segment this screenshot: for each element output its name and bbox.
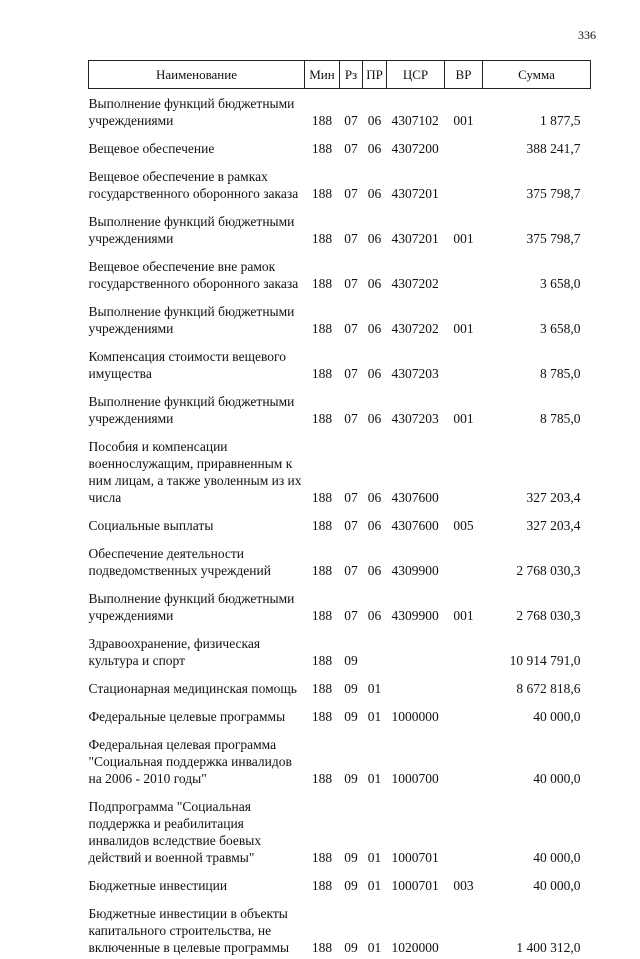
cell-rz: 07 [340, 250, 363, 295]
cell-csr: 4307201 [387, 160, 445, 205]
cell-name: Вещевое обеспечение вне рамок государственного оборонного заказа [89, 250, 305, 295]
cell-min: 188 [305, 582, 340, 627]
cell-pr: 06 [363, 385, 387, 430]
cell-vr [445, 430, 483, 509]
cell-csr: 1000701 [387, 790, 445, 869]
cell-csr: 1000000 [387, 700, 445, 728]
cell-name: Выполнение функций бюджетными учреждениями [89, 582, 305, 627]
cell-csr: 4307203 [387, 385, 445, 430]
cell-pr: 06 [363, 160, 387, 205]
column-header-min: Мин [305, 61, 340, 89]
cell-csr: 4307203 [387, 340, 445, 385]
cell-rz: 07 [340, 89, 363, 133]
cell-csr: 4309900 [387, 582, 445, 627]
table-row [89, 509, 591, 537]
cell-sum: 375 798,7 [483, 205, 591, 250]
cell-pr: 01 [363, 790, 387, 869]
cell-name: Бюджетные инвестиции в объекты капитального строительства, не включенные в целевые программы [89, 897, 305, 959]
cell-pr: 06 [363, 509, 387, 537]
cell-pr: 06 [363, 250, 387, 295]
column-header-csr: ЦСР [387, 61, 445, 89]
cell-sum: 327 203,4 [483, 509, 591, 537]
cell-sum: 327 203,4 [483, 430, 591, 509]
cell-sum: 3 658,0 [483, 295, 591, 340]
cell-csr: 4307102 [387, 89, 445, 133]
cell-name: Вещевое обеспечение [89, 132, 305, 160]
cell-rz: 09 [340, 672, 363, 700]
cell-csr: 4307600 [387, 509, 445, 537]
cell-csr: 4307600 [387, 430, 445, 509]
cell-pr: 01 [363, 728, 387, 790]
cell-pr: 06 [363, 582, 387, 627]
table-row [89, 627, 591, 672]
cell-sum: 40 000,0 [483, 869, 591, 897]
cell-pr [363, 627, 387, 672]
cell-name: Пособия и компенсации военнослужащим, приравненным к ним лицам, а также уволенным из их числа [89, 430, 305, 509]
cell-sum: 375 798,7 [483, 160, 591, 205]
cell-vr [445, 790, 483, 869]
cell-pr: 01 [363, 869, 387, 897]
cell-vr: 001 [445, 205, 483, 250]
cell-csr: 4307201 [387, 205, 445, 250]
cell-rz: 09 [340, 897, 363, 959]
cell-min: 188 [305, 509, 340, 537]
table-row [89, 160, 591, 205]
cell-csr: 1020000 [387, 897, 445, 959]
cell-rz: 07 [340, 582, 363, 627]
cell-vr: 003 [445, 869, 483, 897]
table-row [89, 385, 591, 430]
cell-name: Выполнение функций бюджетными учреждениями [89, 385, 305, 430]
cell-vr: 001 [445, 582, 483, 627]
cell-csr: 1000700 [387, 728, 445, 790]
table-row [89, 430, 591, 509]
cell-min: 188 [305, 790, 340, 869]
cell-name: Обеспечение деятельности подведомственных учреждений [89, 537, 305, 582]
table-row [89, 295, 591, 340]
cell-sum: 3 658,0 [483, 250, 591, 295]
table-row [89, 897, 591, 959]
cell-rz: 09 [340, 728, 363, 790]
table-row [89, 790, 591, 869]
table-row [89, 700, 591, 728]
cell-vr [445, 132, 483, 160]
cell-vr [445, 537, 483, 582]
cell-pr: 06 [363, 340, 387, 385]
table-row [89, 340, 591, 385]
cell-pr: 01 [363, 700, 387, 728]
column-header-pr: ПР [363, 61, 387, 89]
table-row [89, 672, 591, 700]
cell-vr: 001 [445, 385, 483, 430]
cell-min: 188 [305, 700, 340, 728]
cell-name: Бюджетные инвестиции [89, 869, 305, 897]
cell-sum: 8 785,0 [483, 385, 591, 430]
cell-vr: 001 [445, 295, 483, 340]
cell-name: Стационарная медицинская помощь [89, 672, 305, 700]
cell-sum: 40 000,0 [483, 790, 591, 869]
cell-pr: 06 [363, 89, 387, 133]
cell-name: Выполнение функций бюджетными учреждениями [89, 295, 305, 340]
cell-rz: 07 [340, 537, 363, 582]
cell-min: 188 [305, 385, 340, 430]
cell-name: Федеральная целевая программа "Социальная поддержка инвалидов на 2006 - 2010 годы" [89, 728, 305, 790]
column-header-sum: Сумма [483, 61, 591, 89]
cell-min: 188 [305, 250, 340, 295]
cell-rz: 07 [340, 430, 363, 509]
table-row [89, 89, 591, 133]
cell-rz: 09 [340, 627, 363, 672]
cell-rz: 07 [340, 160, 363, 205]
cell-sum: 8 672 818,6 [483, 672, 591, 700]
table-header [89, 61, 591, 89]
cell-pr: 06 [363, 132, 387, 160]
cell-pr: 06 [363, 537, 387, 582]
cell-pr: 06 [363, 430, 387, 509]
cell-sum: 2 768 030,3 [483, 537, 591, 582]
column-header-rz: Рз [340, 61, 363, 89]
cell-sum: 388 241,7 [483, 132, 591, 160]
budget-table [88, 60, 591, 959]
cell-name: Выполнение функций бюджетными учреждениями [89, 89, 305, 133]
cell-pr: 01 [363, 897, 387, 959]
cell-pr: 06 [363, 205, 387, 250]
cell-min: 188 [305, 340, 340, 385]
table-row [89, 537, 591, 582]
cell-csr [387, 627, 445, 672]
cell-min: 188 [305, 627, 340, 672]
cell-sum: 8 785,0 [483, 340, 591, 385]
cell-vr [445, 250, 483, 295]
cell-sum: 10 914 791,0 [483, 627, 591, 672]
table-row [89, 205, 591, 250]
column-header-name: Наименование [89, 61, 305, 89]
cell-csr: 4307202 [387, 250, 445, 295]
cell-sum: 1 877,5 [483, 89, 591, 133]
cell-min: 188 [305, 537, 340, 582]
cell-name: Выполнение функций бюджетными учреждениями [89, 205, 305, 250]
column-header-vr: ВР [445, 61, 483, 89]
cell-vr [445, 160, 483, 205]
cell-vr [445, 897, 483, 959]
cell-rz: 09 [340, 790, 363, 869]
cell-name: Компенсация стоимости вещевого имущества [89, 340, 305, 385]
cell-csr: 4309900 [387, 537, 445, 582]
cell-rz: 07 [340, 385, 363, 430]
cell-sum: 40 000,0 [483, 700, 591, 728]
table-row [89, 869, 591, 897]
cell-rz: 07 [340, 340, 363, 385]
cell-pr: 01 [363, 672, 387, 700]
page-number: 336 [578, 28, 596, 43]
cell-name: Федеральные целевые программы [89, 700, 305, 728]
cell-rz: 09 [340, 700, 363, 728]
cell-csr [387, 672, 445, 700]
cell-rz: 07 [340, 509, 363, 537]
cell-sum: 40 000,0 [483, 728, 591, 790]
cell-min: 188 [305, 672, 340, 700]
cell-pr: 06 [363, 295, 387, 340]
table-body [89, 89, 591, 959]
cell-csr: 4307202 [387, 295, 445, 340]
table-row [89, 132, 591, 160]
cell-min: 188 [305, 728, 340, 790]
cell-name: Социальные выплаты [89, 509, 305, 537]
table-row [89, 250, 591, 295]
cell-vr [445, 627, 483, 672]
cell-rz: 07 [340, 132, 363, 160]
cell-min: 188 [305, 160, 340, 205]
cell-vr [445, 700, 483, 728]
cell-rz: 07 [340, 205, 363, 250]
cell-csr: 4307200 [387, 132, 445, 160]
table-row [89, 728, 591, 790]
table-row [89, 582, 591, 627]
cell-vr [445, 728, 483, 790]
cell-vr [445, 340, 483, 385]
cell-name: Здравоохранение, физическая культура и спорт [89, 627, 305, 672]
cell-sum: 2 768 030,3 [483, 582, 591, 627]
cell-vr: 005 [445, 509, 483, 537]
cell-vr [445, 672, 483, 700]
cell-min: 188 [305, 132, 340, 160]
cell-min: 188 [305, 430, 340, 509]
cell-rz: 09 [340, 869, 363, 897]
cell-min: 188 [305, 869, 340, 897]
cell-csr: 1000701 [387, 869, 445, 897]
cell-name: Подпрограмма "Социальная поддержка и реабилитация инвалидов вследствие боевых действий и военной травмы" [89, 790, 305, 869]
cell-name: Вещевое обеспечение в рамках государственного оборонного заказа [89, 160, 305, 205]
cell-min: 188 [305, 205, 340, 250]
cell-min: 188 [305, 897, 340, 959]
cell-sum: 1 400 312,0 [483, 897, 591, 959]
cell-rz: 07 [340, 295, 363, 340]
cell-min: 188 [305, 89, 340, 133]
cell-vr: 001 [445, 89, 483, 133]
cell-min: 188 [305, 295, 340, 340]
